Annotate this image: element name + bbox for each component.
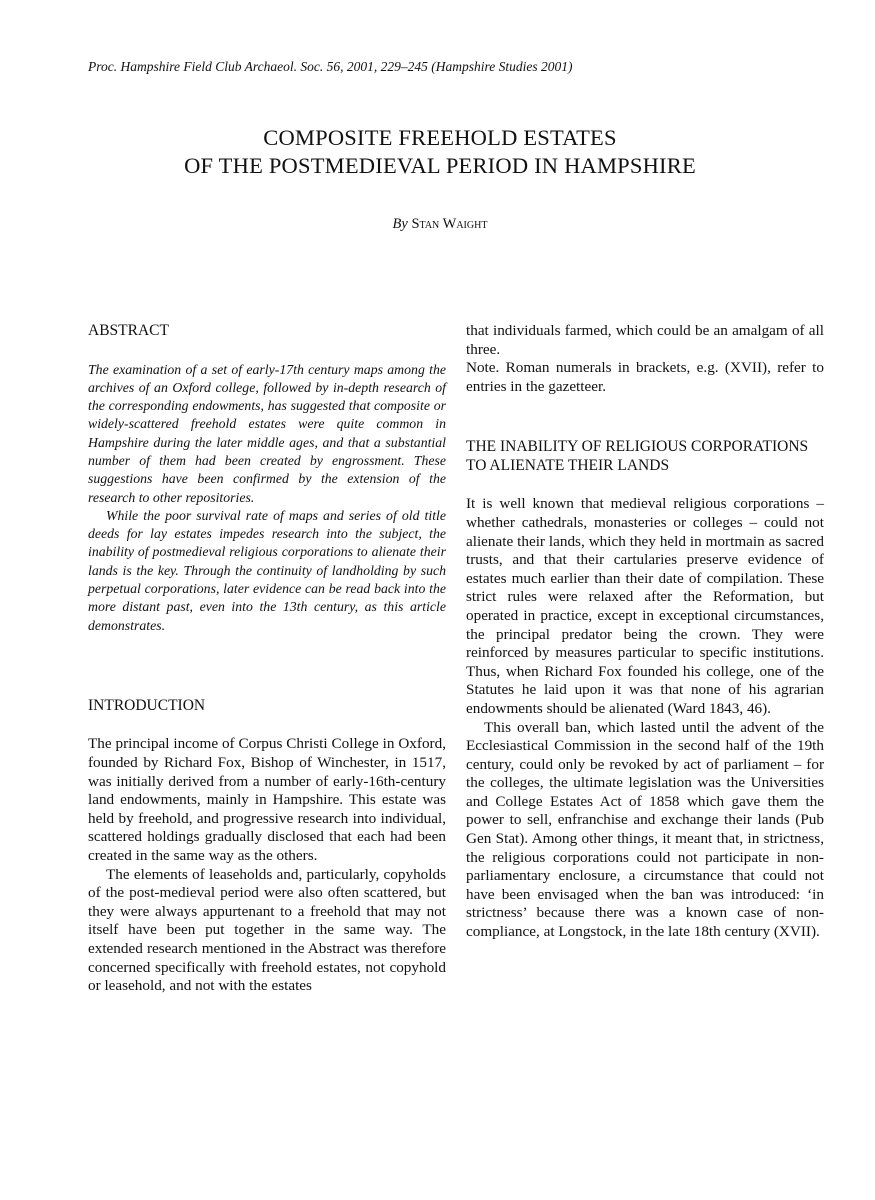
introduction-paragraph-2: The elements of leaseholds and, particularly, copyholds of the post-medieval period were also often scattered, but they were always appurtenant to a freehold that may not itself have been put together in the same way. The extended research mentioned in the Abstract was therefore concerned specifically with freehold estates, not copyhold or leasehold, and not with the estates — [88, 865, 446, 995]
left-column — [88, 322, 446, 996]
section-2-paragraph-2: This overall ban, which lasted until the advent of the Ecclesiastical Commission in the second half of the 19th century, could only be revoked by act of parliament – for the colleges, the ultimate legislation was the Universities and College Estates Act of 1858 which gave them the power to sell, enfranchise and exchange their lands (Pub Gen Stat). Among other things, it meant that, in strictness, the religious corporations could not participate in non-parliamentary enclosure, a circumstance that could not have been envisaged when the ban was introduced: ‘in strictness’ because there was a known case of non-compliance, at Longstock, in the late 18th century (XVII). — [466, 718, 824, 941]
abstract-paragraph-1: The examination of a set of early-17th century maps among the archives of an Oxford college, followed by in-depth research of the corresponding endowments, has suggested that composite or widely-scattered freehold estates were quite common in Hampshire during the later middle ages, and that a substantial number of them had been created by engrossment. These suggestions have been confirmed by the extension of the research to other repositories. — [88, 361, 446, 505]
article-title — [100, 124, 780, 180]
abstract-paragraph-2: While the poor survival rate of maps and series of old title deeds for lay estates impedes research into the subject, the inability of postmedieval religious corporations to alienate their lands is the key. Through the continuity of landholding by such perpetual corporations, later evidence can be read back into the more distant past, even into the 13th century, as this article demonstrates. — [88, 507, 446, 633]
section-2-paragraph-1: It is well known that medieval religious corporations – whether cathedrals, monasteries or colleges – could not alienate their lands, which they held in mortmain as sacred trusts, and that their cartularies preserve evidence of estates much earlier than their date of compilation. These strict rules were relaxed after the Reformation, but operated in practice, except in exceptional circumstances, the principal predator being the crown. They were reinforced by measures particular to specific institutions. Thus, when Richard Fox founded his college, one of the Statutes he laid upon it was that none of his agrarian endowments should be alienated (Ward 1843, 46). — [466, 495, 824, 717]
introduction-heading: INTRODUCTION — [88, 696, 206, 714]
introduction-paragraph-2-continued: that individuals farmed, which could be an amalgam of all three. — [466, 322, 824, 358]
byline-author: Stan Waight — [411, 216, 488, 232]
byline-by: By — [392, 216, 408, 232]
gazetteer-note: Note. Roman numerals in brackets, e.g. (XVII), refer to entries in the gazetteer. — [466, 359, 824, 395]
section-2-heading: THE INABILITY OF RELIGIOUS CORPORATIONS TO ALIENATE THEIR LANDS — [466, 438, 809, 474]
introduction-paragraph-1: The principal income of Corpus Christi College in Oxford, founded by Richard Fox, Bishop of Winchester, in 1517, was initially derived from a number of early-16th-century land endowments, mainly in Hampshire. This estate was held by freehold, and progressive research into individual, scattered holdings gradually disclosed that each had been created in the same way as the others. — [88, 735, 446, 865]
article-title-line-2: OF THE POSTMEDIEVAL PERIOD IN HAMPSHIRE — [184, 153, 696, 178]
abstract-heading: ABSTRACT — [88, 322, 169, 339]
right-column — [466, 322, 824, 942]
running-head: Proc. Hampshire Field Club Archaeol. Soc. 56, 2001, 229–245 (Hampshire Studies 2001) — [88, 59, 573, 74]
byline — [100, 214, 780, 234]
article-title-line-1: COMPOSITE FREEHOLD ESTATES — [263, 125, 617, 150]
